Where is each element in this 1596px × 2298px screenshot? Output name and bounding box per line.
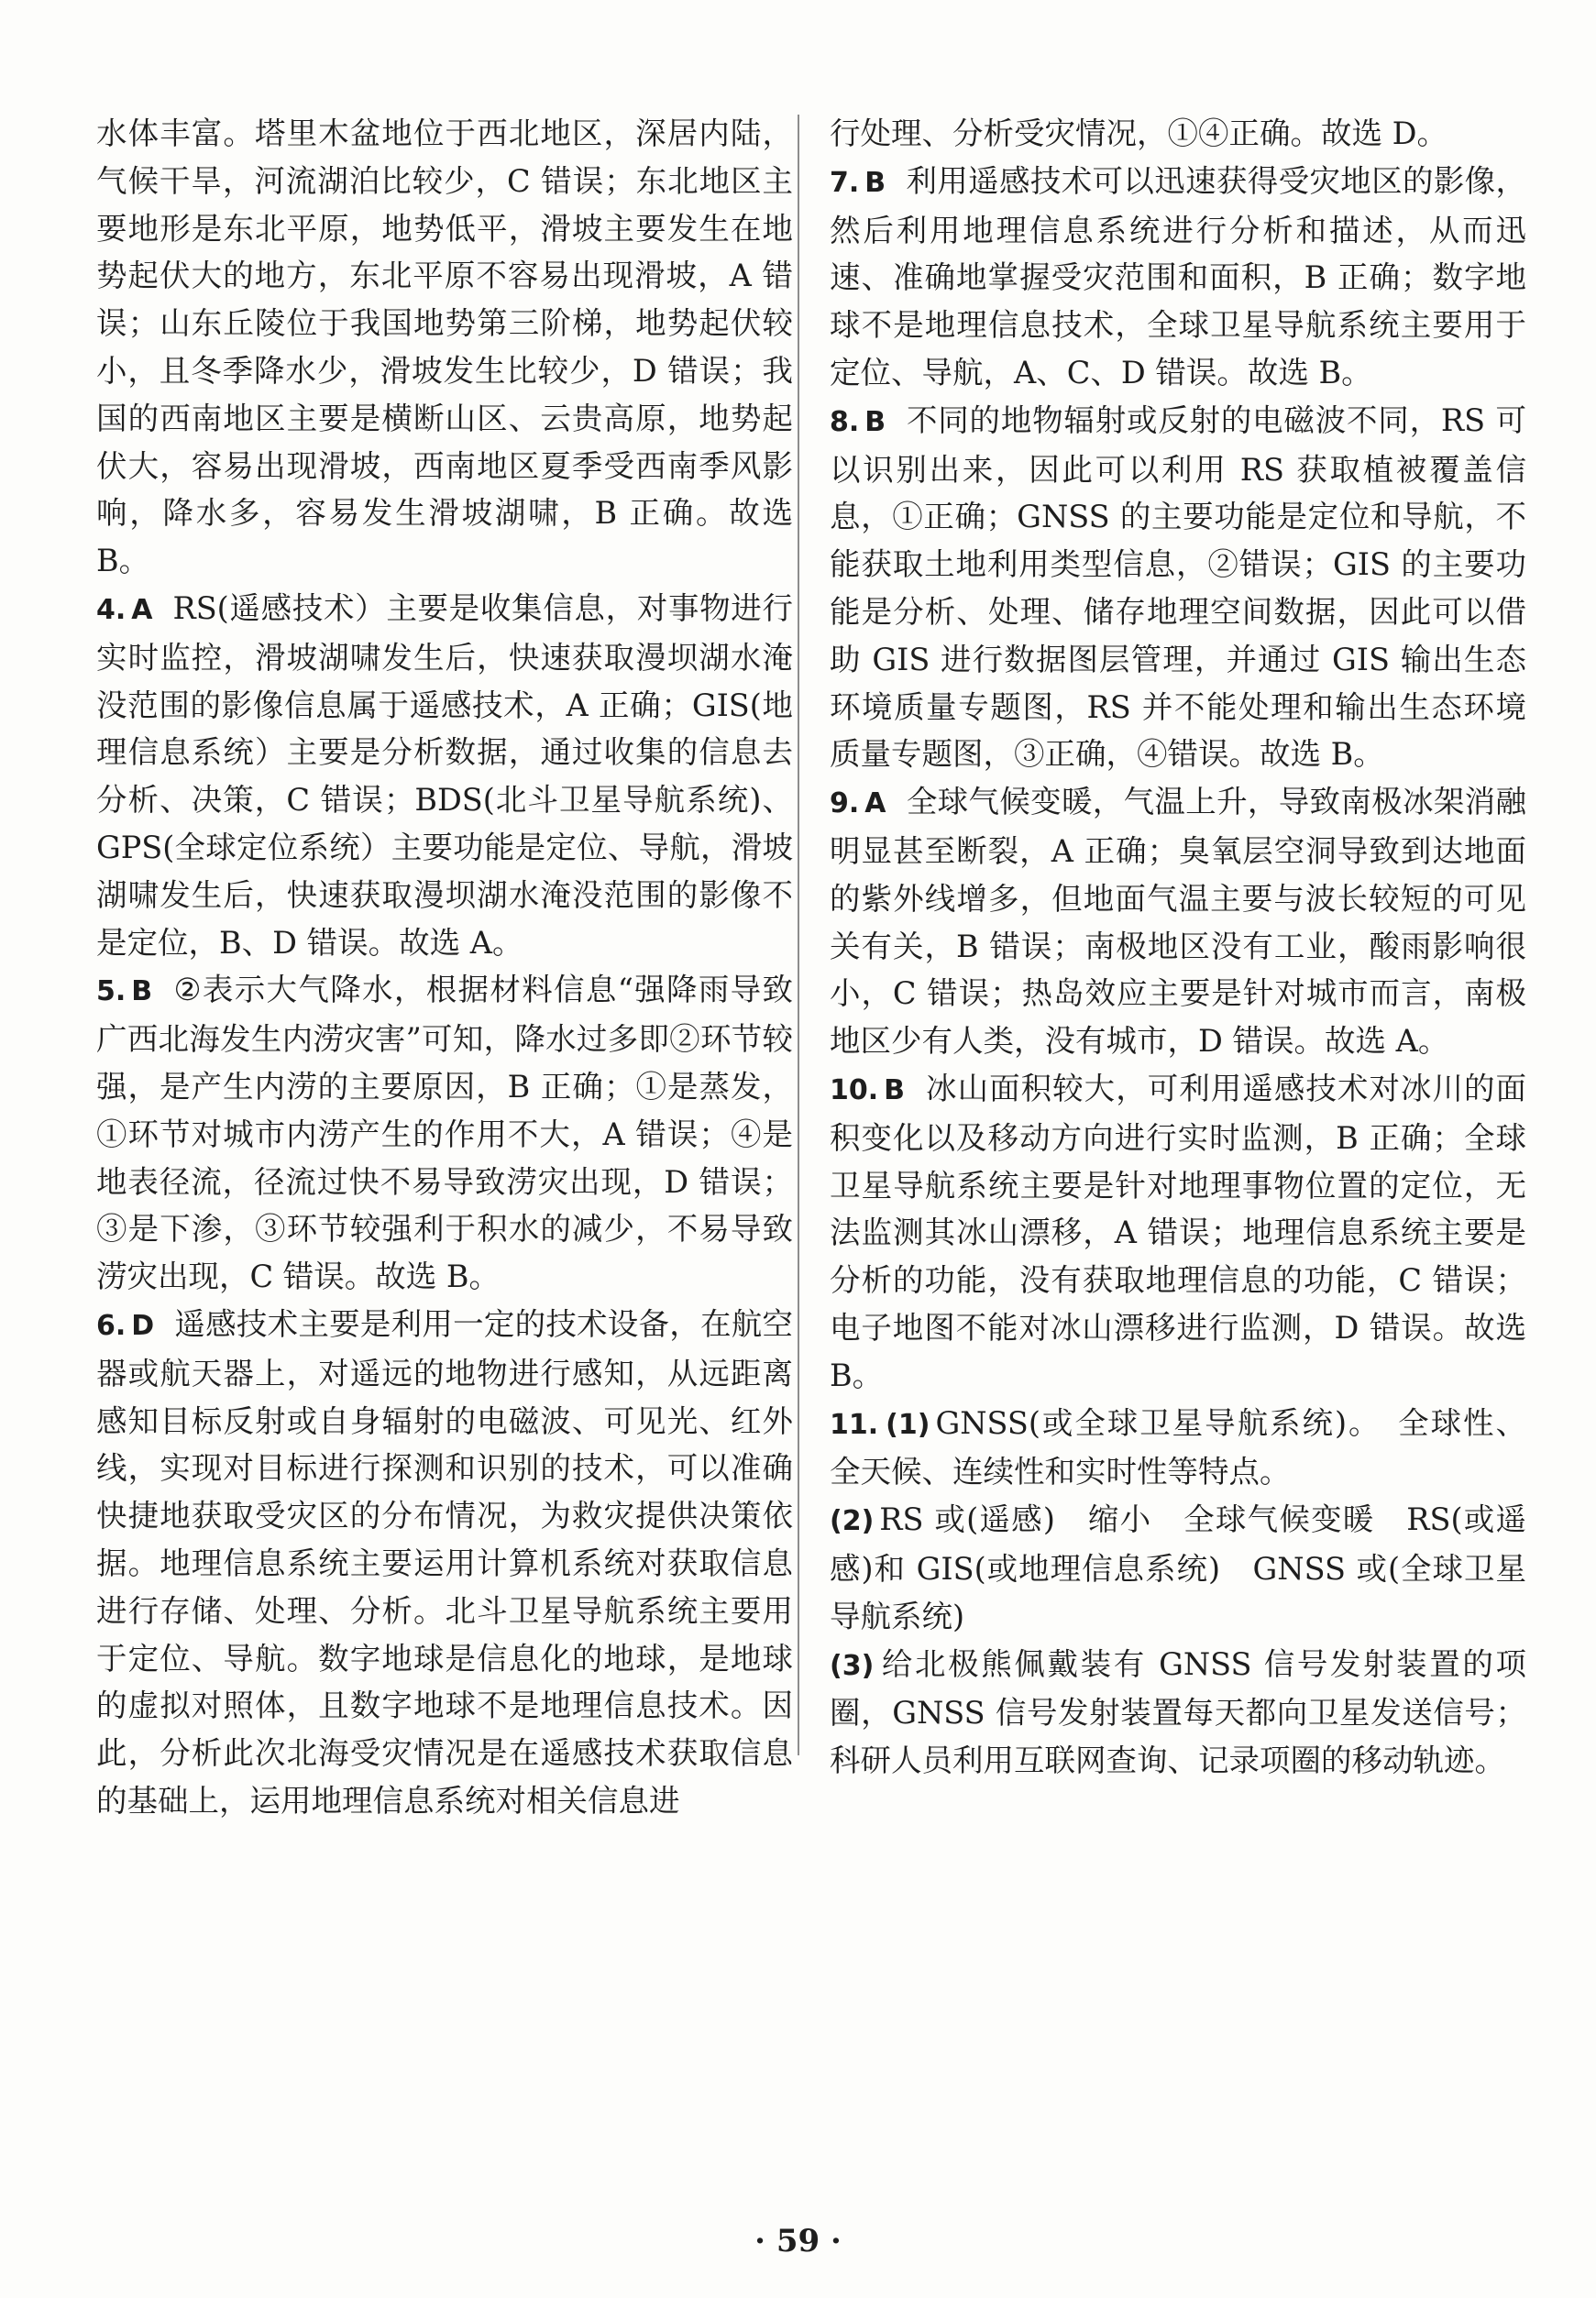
q6-answer: D [131, 1309, 155, 1342]
q9-answer: A [864, 787, 886, 820]
q9-explanation [830, 778, 1526, 1065]
page-number: · 59 · [754, 2223, 842, 2260]
q10-text: 冰山面积较大，可利用遥感技术对冰川的面积变化以及移动方向进行实时监测，B 正确；全球卫星导航系统主要是针对地理事物位置的定位，无法监测其冰山漂移，A 错误；地理信息系统主要是分析的功能，没有获取地理信息的功能，C 错误；电子地图不能对冰山漂移进行监测，D 错误。故选 B。 [830, 1070, 1526, 1393]
q4-text: RS(遥感技术）主要是收集信息，对事物进行实时监控，滑坡湖啸发生后，快速获取漫坝湖水淹没范围的影像信息属于遥感技术，A 正确；GIS(地理信息系统）主要是分析数据，通过收集的信息去分析、决策，C 错误；BDS(北斗卫星导航系统)、GPS(全球定位系统）主要功能是定位、导航，滑坡湖啸发生后，快速获取漫坝湖水淹没范围的影像不是定位，B、D 错误。故选 A。 [96, 589, 793, 961]
q11-part3-label: (3) [830, 1649, 875, 1682]
q11-part3 [830, 1641, 1526, 1785]
q5-text: ②表示大气降水，根据材料信息“强降雨导致广西北海发生内涝灾害”可知，降水过多即②环节较强，是产生内涝的主要原因，B 正确；①是蒸发，①环节对城市内涝产生的作用不大，A 错误；④是地表径流，径流过快不易导致涝灾出现，D 错误；③是下渗，③环节较强利于积水的减少，不易导致涝灾出现，C 错误。故选 B。 [96, 972, 793, 1295]
q4-answer: A [131, 593, 153, 626]
q11-part1 [830, 1400, 1526, 1497]
left-column [96, 110, 793, 1825]
q7-answer: B [864, 166, 886, 199]
q11-part2-label: (2) [830, 1505, 875, 1538]
column-divider [798, 115, 799, 1755]
q4-number: 4. [96, 593, 127, 626]
q7-explanation [830, 158, 1526, 397]
q6-text: 遥感技术主要是利用一定的技术设备，在航空器或航天器上，对遥远的地物进行感知，从远距离感知目标反射或自身辐射的电磁波、可见光、红外线，实现对目标进行探测和识别的技术，可以准确快捷地获取受灾区的分布情况，为救灾提供决策依据。地理信息系统主要运用计算机系统对获取信息进行存储、处理、分析。北斗卫星导航系统主要用于定位、导航。数字地球是信息化的地球，是地球的虚拟对照体，且数字地球不是地理信息技术。因此，分析此次北海受灾情况是在遥感技术获取信息的基础上，运用地理信息系统对相关信息进 [96, 1305, 793, 1819]
q6-explanation [96, 1301, 793, 1825]
q10-answer: B [884, 1073, 906, 1106]
q3-continuation: 水体丰富。塔里木盆地位于西北地区，深居内陆，气候干旱，河流湖泊比较少，C 错误；东北地区主要地形是东北平原，地势低平，滑坡主要发生在地势起伏大的地方，东北平原不容易出现滑坡，A 错误；山东丘陵位于我国地势第三阶梯，地势起伏较小，且冬季降水少，滑坡发生比较少，D 错误；我国的西南地区主要是横断山区、云贵高原，地势起伏大，容易出现滑坡，西南地区夏季受西南季风影响，降水多，容易发生滑坡湖啸，B 正确。故选 B。 [96, 115, 793, 579]
q11-part2 [830, 1496, 1526, 1640]
q10-number: 10. [830, 1073, 879, 1106]
q7-text: 利用遥感技术可以迅速获得受灾地区的影像，然后利用地理信息系统进行分析和描述，从而迅速、准确地掌握受灾范围和面积，B 正确；数字地球不是地理信息技术，全球卫星导航系统主要用于定位、导航，A、C、D 错误。故选 B。 [830, 162, 1526, 390]
q8-text: 不同的地物辐射或反射的电磁波不同，RS 可以识别出来，因此可以利用 RS 获取植被覆盖信息，①正确；GNSS 的主要功能是定位和导航，不能获取土地利用类型信息，②错误；GIS 的主要功能是分析、处理、储存地理空间数据，因此可以借助 GIS 进行数据图层管理，并通过 GIS 输出生态环境质量专题图，RS 并不能处理和输出生态环境质量专题图，③正确，④错误。故选 B。 [830, 401, 1526, 773]
q5-explanation [96, 966, 793, 1301]
q11-part1-label: (1) [886, 1408, 930, 1441]
q4-explanation [96, 585, 793, 966]
q9-text: 全球气候变暖，气温上升，导致南极冰架消融明显甚至断裂，A 正确；臭氧层空洞导致到达地面的紫外线增多，但地面气温主要与波长较短的可见关有关，B 错误；南极地区没有工业，酸雨影响很小，C 错误；热岛效应主要是针对城市而言，南极地区少有人类，没有城市，D 错误。故选 A。 [830, 784, 1527, 1060]
q8-number: 8. [830, 405, 860, 438]
q5-number: 5. [96, 975, 127, 1008]
q9-number: 9. [830, 787, 860, 820]
q6-continuation: 行处理、分析受灾情况，①④正确。故选 D。 [830, 115, 1448, 151]
q11-number: 11. [830, 1408, 879, 1441]
q6-number: 6. [96, 1309, 127, 1342]
q7-number: 7. [830, 166, 860, 199]
q8-explanation [830, 397, 1526, 778]
q10-explanation [830, 1065, 1526, 1400]
q8-answer: B [864, 405, 886, 438]
q5-answer: B [131, 975, 153, 1008]
q11-part1-text: GNSS(或全球卫星导航系统)。 全球性、全天候、连续性和实时性等特点。 [830, 1404, 1526, 1490]
q11-part2-text: RS 或(遥感) 缩小 全球气候变暖 RS(或遥感)和 GIS(或地理信息系统) GNSS 或(全球卫星导航系统) [830, 1501, 1526, 1634]
q11-part3-text: 给北极熊佩戴装有 GNSS 信号发射装置的项圈，GNSS 信号发射装置每天都向卫星发送信号；科研人员利用互联网查询、记录项圈的移动轨迹。 [830, 1645, 1526, 1779]
right-column [830, 110, 1526, 1785]
